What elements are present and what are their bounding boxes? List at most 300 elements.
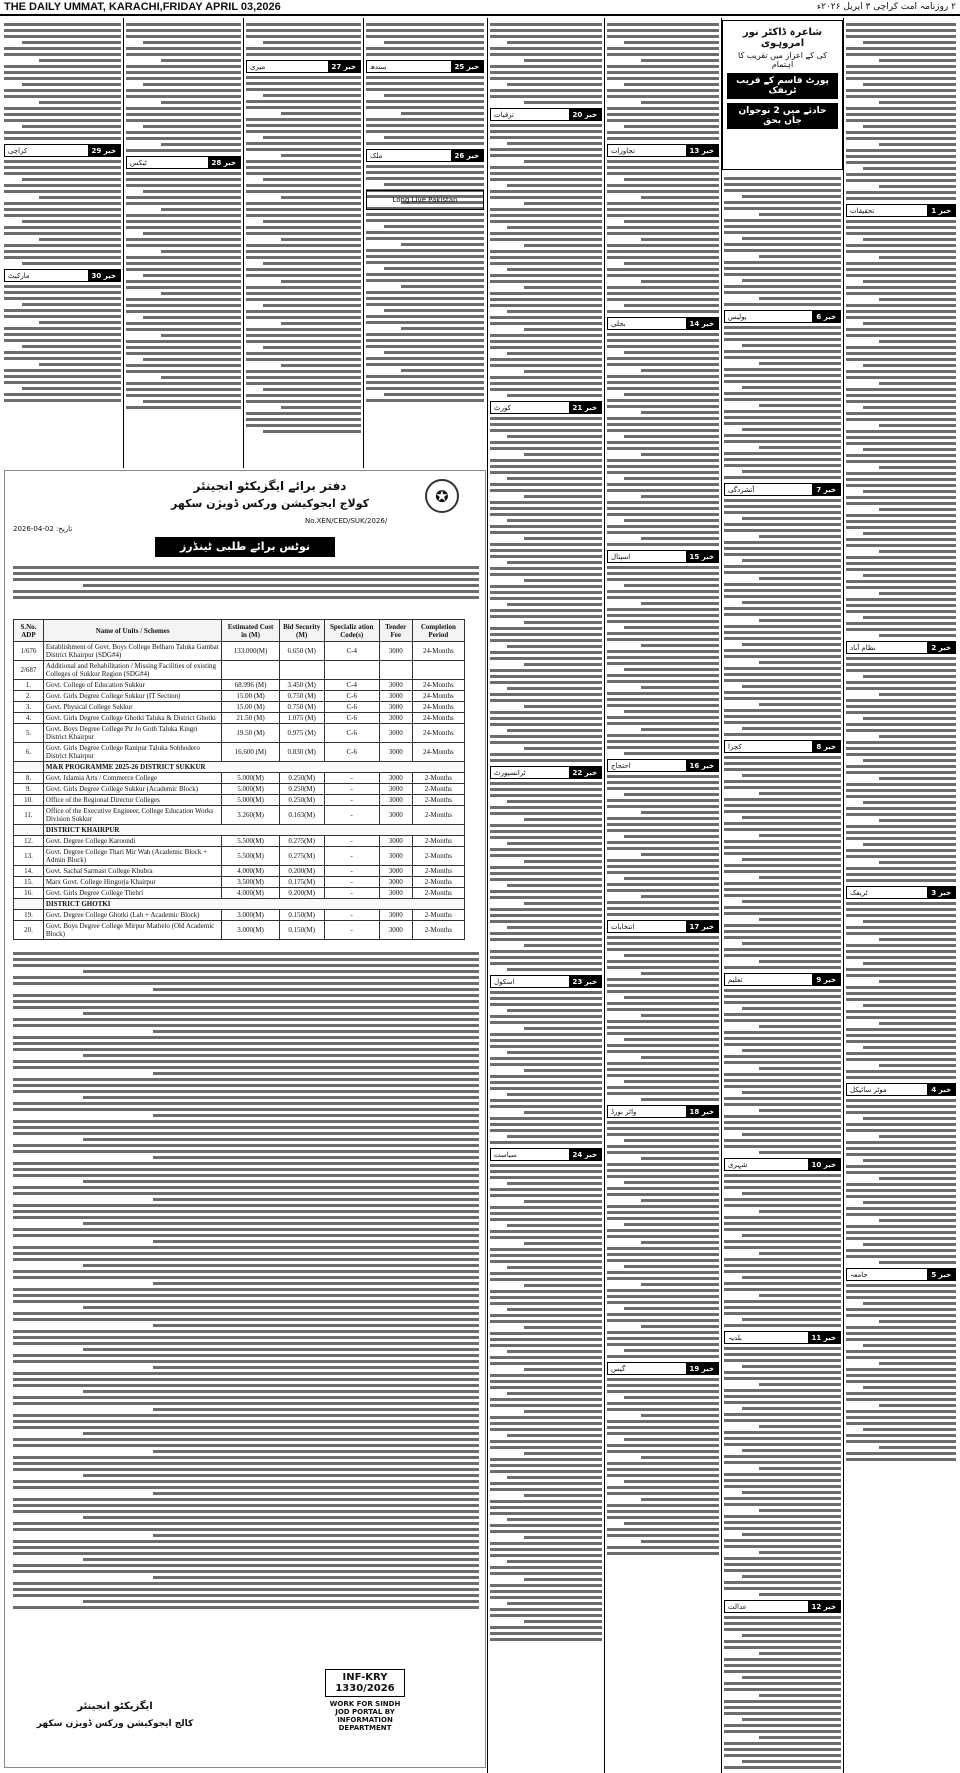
- text-line: [384, 393, 484, 396]
- text-line: [759, 535, 841, 538]
- text-line: [846, 1249, 956, 1252]
- text-line: [490, 190, 602, 193]
- text-line: [742, 1533, 841, 1536]
- text-line: [624, 262, 719, 265]
- text-line: [724, 338, 841, 341]
- text-line: [607, 286, 719, 289]
- text-line: [490, 914, 602, 917]
- text-line: [246, 310, 361, 313]
- news-headline-badge: [724, 310, 841, 323]
- text-line: [490, 759, 602, 762]
- table-cell: 2-Months: [412, 866, 464, 877]
- text-line: [490, 1075, 602, 1078]
- text-line: [724, 1145, 841, 1148]
- text-line: [490, 1194, 602, 1197]
- text-line: [13, 1510, 479, 1513]
- text-line: [846, 1183, 956, 1186]
- text-line: [724, 547, 841, 550]
- text-line: [607, 1528, 719, 1531]
- table-cell: 2-Months: [412, 910, 464, 921]
- text-line: [490, 699, 602, 702]
- text-line: [607, 47, 719, 50]
- text-line: [724, 1742, 841, 1745]
- text-line: [524, 1536, 602, 1539]
- text-line: [607, 1211, 719, 1214]
- text-line: [161, 143, 242, 146]
- text-line: [490, 1176, 602, 1179]
- table-cell: 4.: [14, 713, 44, 724]
- text-line: [4, 297, 121, 300]
- text-line: [846, 394, 956, 397]
- text-line: [724, 1628, 841, 1631]
- text-line: [490, 1584, 602, 1587]
- text-line: [624, 996, 719, 999]
- text-line: [724, 625, 841, 628]
- text-line: [846, 436, 956, 439]
- news-headline-badge: [607, 317, 719, 330]
- text-line: [507, 1392, 602, 1395]
- text-line: [4, 381, 121, 384]
- headline-number: خبر 29: [88, 145, 120, 156]
- text-line: [641, 1098, 719, 1101]
- table-cell: 3000: [379, 888, 412, 899]
- text-line: [263, 136, 361, 139]
- text-line: [246, 208, 361, 211]
- text-line: [724, 1103, 841, 1106]
- headline-title: احتجاج: [611, 761, 631, 770]
- text-line: [879, 1219, 956, 1222]
- text-line: [490, 1398, 602, 1401]
- text-line: [846, 1058, 956, 1061]
- headline-title: ترقیات: [494, 110, 514, 119]
- headline-title: کچرا: [728, 742, 742, 751]
- table-cell: C-6: [324, 702, 379, 713]
- text-line: [742, 942, 841, 945]
- text-line: [607, 698, 719, 701]
- text-line: [641, 1498, 719, 1501]
- text-line: [607, 1420, 719, 1423]
- text-line: [490, 1164, 602, 1167]
- text-line: [246, 118, 361, 121]
- table-group-row: [14, 825, 465, 836]
- column-divider: [487, 18, 488, 1773]
- news-headline-badge: [724, 740, 841, 753]
- text-line: [846, 663, 956, 666]
- text-line: [4, 232, 121, 235]
- text-line: [126, 35, 241, 38]
- text-line: [13, 596, 479, 599]
- news-headline-badge: [490, 766, 602, 779]
- text-line: [161, 250, 242, 253]
- text-line: [246, 35, 361, 38]
- headline-title: تعلیم: [728, 975, 743, 984]
- table-cell: Office of the Executive Engineer, College Education Works Division Sukkur: [43, 806, 222, 825]
- text-line: [863, 1386, 957, 1389]
- text-line: [490, 130, 602, 133]
- text-line: [607, 137, 719, 140]
- table-cell: Govt. Girls Degree College Ranipur Taluka Sobhodero District Khairpur: [43, 743, 222, 762]
- table-row: [14, 680, 465, 691]
- text-line: [759, 960, 841, 963]
- text-line: [624, 1139, 719, 1142]
- headline-title: تحقیقات: [850, 206, 875, 215]
- text-line: [607, 119, 719, 122]
- text-line: [507, 729, 602, 732]
- table-cell: 3000: [379, 773, 412, 784]
- table-cell: 3000: [379, 866, 412, 877]
- text-line: [742, 727, 841, 730]
- table-cell: 0.750 (M): [279, 691, 324, 702]
- text-line: [607, 1169, 719, 1172]
- text-line: [607, 184, 719, 187]
- text-line: [246, 100, 361, 103]
- text-line: [846, 370, 956, 373]
- text-line: [607, 423, 719, 426]
- text-line: [846, 53, 956, 56]
- text-line: [13, 1426, 479, 1429]
- table-cell: 24-Months: [412, 642, 464, 661]
- text-line: [846, 610, 956, 613]
- text-line: [879, 340, 956, 343]
- text-line: [39, 101, 121, 104]
- text-line: [607, 1092, 719, 1095]
- text-line: [490, 591, 602, 594]
- text-line: [126, 89, 241, 92]
- text-line: [607, 1026, 719, 1029]
- text-line: [863, 717, 957, 720]
- text-line: [126, 202, 241, 205]
- text-line: [724, 1353, 841, 1356]
- text-line: [263, 220, 361, 223]
- text-line: [742, 1276, 841, 1279]
- text-line: [246, 334, 361, 337]
- text-line: [607, 459, 719, 462]
- text-line: [490, 1302, 602, 1305]
- text-line: [83, 1516, 479, 1519]
- news-headline-badge: [366, 149, 484, 162]
- text-line: [724, 607, 841, 610]
- headline-title: نظام آباد: [850, 643, 876, 652]
- text-line: [641, 728, 719, 731]
- text-line: [879, 424, 956, 427]
- text-line: [246, 358, 361, 361]
- text-line: [366, 333, 484, 336]
- text-line: [507, 1308, 602, 1311]
- table-cell: 0.175(M): [279, 877, 324, 888]
- text-line: [384, 267, 484, 270]
- text-line: [13, 1342, 479, 1345]
- text-line: [846, 400, 956, 403]
- text-line: [524, 370, 602, 373]
- text-line: [724, 1664, 841, 1667]
- text-line: [490, 148, 602, 151]
- text-line: [281, 322, 362, 325]
- table-header-cell: S.No. ADP: [14, 620, 44, 642]
- text-line: [13, 1360, 479, 1363]
- text-line: [724, 995, 841, 998]
- text-line: [490, 896, 602, 899]
- text-line: [846, 286, 956, 289]
- text-line: [607, 23, 719, 26]
- text-line: [879, 693, 956, 696]
- text-line: [246, 190, 361, 193]
- text-line: [742, 1049, 841, 1052]
- text-line: [607, 781, 719, 784]
- text-line: [263, 388, 361, 391]
- text-line: [366, 345, 484, 348]
- text-line: [607, 1205, 719, 1208]
- text-line: [724, 1204, 841, 1207]
- text-line: [507, 142, 602, 145]
- text-line: [13, 1270, 479, 1273]
- text-line: [490, 794, 602, 797]
- text-line: [13, 1582, 479, 1585]
- info-dept-text: INFORMATION DEPARTMENT: [337, 1716, 393, 1732]
- text-line: [490, 1260, 602, 1263]
- text-line: [490, 836, 602, 839]
- text-line: [724, 1479, 841, 1482]
- text-line: [724, 1730, 841, 1733]
- text-line: [281, 406, 362, 409]
- table-group-heading: DISTRICT KHAIRPUR: [43, 825, 464, 836]
- text-line: [490, 681, 602, 684]
- table-cell: -: [324, 784, 379, 795]
- table-cell: 0.150(M): [279, 921, 324, 940]
- text-line: [246, 268, 361, 271]
- text-line: [724, 243, 841, 246]
- text-line: [724, 1312, 841, 1315]
- text-line: [607, 841, 719, 844]
- text-line: [759, 1151, 841, 1154]
- text-line: [524, 579, 602, 582]
- text-line: [846, 867, 956, 870]
- table-cell: 2-Months: [412, 888, 464, 899]
- table-cell: 5.000(M): [222, 784, 279, 795]
- text-line: [624, 1396, 719, 1399]
- tender-office-line1: دفتر برائے ایگزیکٹو انجینئر: [193, 479, 347, 493]
- text-line: [13, 590, 479, 593]
- text-line: [607, 268, 719, 271]
- table-row: [14, 910, 465, 921]
- text-line: [724, 1712, 841, 1715]
- text-line: [507, 394, 602, 397]
- text-line: [846, 902, 956, 905]
- text-line: [846, 1308, 956, 1311]
- text-line: [490, 908, 602, 911]
- table-row: [14, 702, 465, 713]
- text-line: [607, 936, 719, 939]
- text-line: [366, 29, 484, 32]
- column-divider: [721, 18, 722, 1773]
- tender-intro-text: [13, 563, 479, 602]
- text-line: [143, 316, 241, 319]
- text-line: [724, 511, 841, 514]
- text-line: [490, 1236, 602, 1239]
- text-line: [607, 1390, 719, 1393]
- text-line: [490, 1506, 602, 1509]
- table-cell: 68.996 (M): [222, 680, 279, 691]
- table-cell: 24-Months: [412, 713, 464, 724]
- table-cell: 3000: [379, 680, 412, 691]
- text-line: [607, 441, 719, 444]
- text-line: [246, 124, 361, 127]
- text-line: [490, 669, 602, 672]
- text-line: [846, 1141, 956, 1144]
- text-line: [4, 357, 121, 360]
- table-row: [14, 784, 465, 795]
- text-line: [724, 231, 841, 234]
- table-cell: 5.000(M): [222, 773, 279, 784]
- text-line: [724, 822, 841, 825]
- text-line: [863, 1344, 957, 1347]
- text-line: [846, 950, 956, 953]
- text-line: [490, 1141, 602, 1144]
- text-line: [759, 362, 841, 365]
- table-cell: 5.000(M): [222, 795, 279, 806]
- news-headline-badge: [490, 1148, 602, 1161]
- text-line: [607, 590, 719, 593]
- table-cell: 24-Months: [412, 680, 464, 691]
- text-line: [846, 65, 956, 68]
- text-line: [724, 1682, 841, 1685]
- news-headline-badge: [366, 60, 484, 73]
- table-group-row: [14, 899, 465, 910]
- news-headline-badge: [246, 60, 361, 73]
- text-line: [83, 1600, 479, 1603]
- table-row: [14, 795, 465, 806]
- table-cell: 3.450 (M): [279, 680, 324, 691]
- text-line: [724, 691, 841, 694]
- text-line: [490, 1272, 602, 1275]
- text-line: [724, 930, 841, 933]
- table-group-row: [14, 762, 465, 773]
- text-line: [13, 952, 479, 955]
- table-row: [14, 661, 465, 680]
- text-line: [490, 830, 602, 833]
- text-line: [83, 1432, 479, 1435]
- text-line: [490, 615, 602, 618]
- text-line: [863, 675, 957, 678]
- text-line: [490, 1206, 602, 1209]
- text-line: [607, 1384, 719, 1387]
- text-line: [724, 989, 841, 992]
- text-line: [846, 699, 956, 702]
- text-line: [246, 298, 361, 301]
- text-line: [13, 1480, 479, 1483]
- text-line: [759, 1252, 841, 1255]
- table-cell: -: [324, 921, 379, 940]
- text-line: [724, 476, 841, 479]
- text-line: [4, 250, 121, 253]
- news-headline-badge: [490, 401, 602, 414]
- text-line: [846, 753, 956, 756]
- text-line: [13, 1204, 479, 1207]
- text-line: [607, 113, 719, 116]
- text-line: [4, 291, 121, 294]
- headline-number: خبر 27: [328, 61, 360, 72]
- text-line: [624, 435, 719, 438]
- announcement-line1: شاعرہ ڈاکٹر نور امروہوی: [742, 27, 823, 49]
- news-headline-badge: [846, 1083, 956, 1096]
- text-line: [13, 1570, 479, 1573]
- table-cell: Govt. Degree College Karoondi: [43, 836, 222, 847]
- text-line: [524, 1284, 602, 1287]
- text-line: [126, 268, 241, 271]
- text-line: [724, 954, 841, 957]
- text-line: [490, 812, 602, 815]
- text-line: [490, 513, 602, 516]
- table-row: [14, 743, 465, 762]
- text-line: [126, 137, 241, 140]
- text-line: [126, 214, 241, 217]
- text-line: [607, 746, 719, 749]
- text-line: [846, 1010, 956, 1013]
- text-line: [742, 1365, 841, 1368]
- text-line: [524, 1242, 602, 1245]
- text-line: [724, 870, 841, 873]
- text-line: [13, 1216, 479, 1219]
- text-line: [126, 95, 241, 98]
- table-cell: 10.: [14, 795, 44, 806]
- text-line: [863, 1243, 957, 1246]
- text-line: [524, 1326, 602, 1329]
- table-cell: C-6: [324, 691, 379, 702]
- text-line: [724, 303, 841, 306]
- text-line: [724, 1706, 841, 1709]
- text-line: [846, 855, 956, 858]
- text-line: [507, 645, 602, 648]
- text-line: [624, 752, 719, 755]
- text-line: [724, 906, 841, 909]
- text-line: [607, 77, 719, 80]
- text-line: [641, 1199, 719, 1202]
- text-line: [624, 1181, 719, 1184]
- text-line: [724, 1401, 841, 1404]
- text-line: [4, 47, 121, 50]
- text-line: [863, 759, 957, 762]
- text-line: [846, 873, 956, 876]
- text-line: [724, 183, 841, 186]
- tender-table-body: [14, 642, 465, 940]
- text-line: [607, 65, 719, 68]
- text-line: [4, 77, 121, 80]
- text-line: [507, 184, 602, 187]
- text-line: [490, 872, 602, 875]
- text-line: [13, 1522, 479, 1525]
- text-line: [607, 984, 719, 987]
- text-line: [724, 1061, 841, 1064]
- text-line: [846, 681, 956, 684]
- text-line: [724, 1377, 841, 1380]
- text-line: [846, 520, 956, 523]
- text-line: [490, 1278, 602, 1281]
- text-line: [490, 256, 602, 259]
- text-line: [846, 352, 956, 355]
- text-line: [607, 1068, 719, 1071]
- tender-table-header: [14, 620, 465, 642]
- text-line: [607, 256, 719, 259]
- text-line: [13, 1132, 479, 1135]
- text-line: [846, 562, 956, 565]
- text-line: [846, 274, 956, 277]
- table-cell: 6.650 (M): [279, 642, 324, 661]
- text-line: [846, 1171, 956, 1174]
- text-line: [607, 614, 719, 617]
- text-line: [624, 1080, 719, 1083]
- text-line: [724, 1485, 841, 1488]
- text-line: [607, 531, 719, 534]
- text-line: [607, 1426, 719, 1429]
